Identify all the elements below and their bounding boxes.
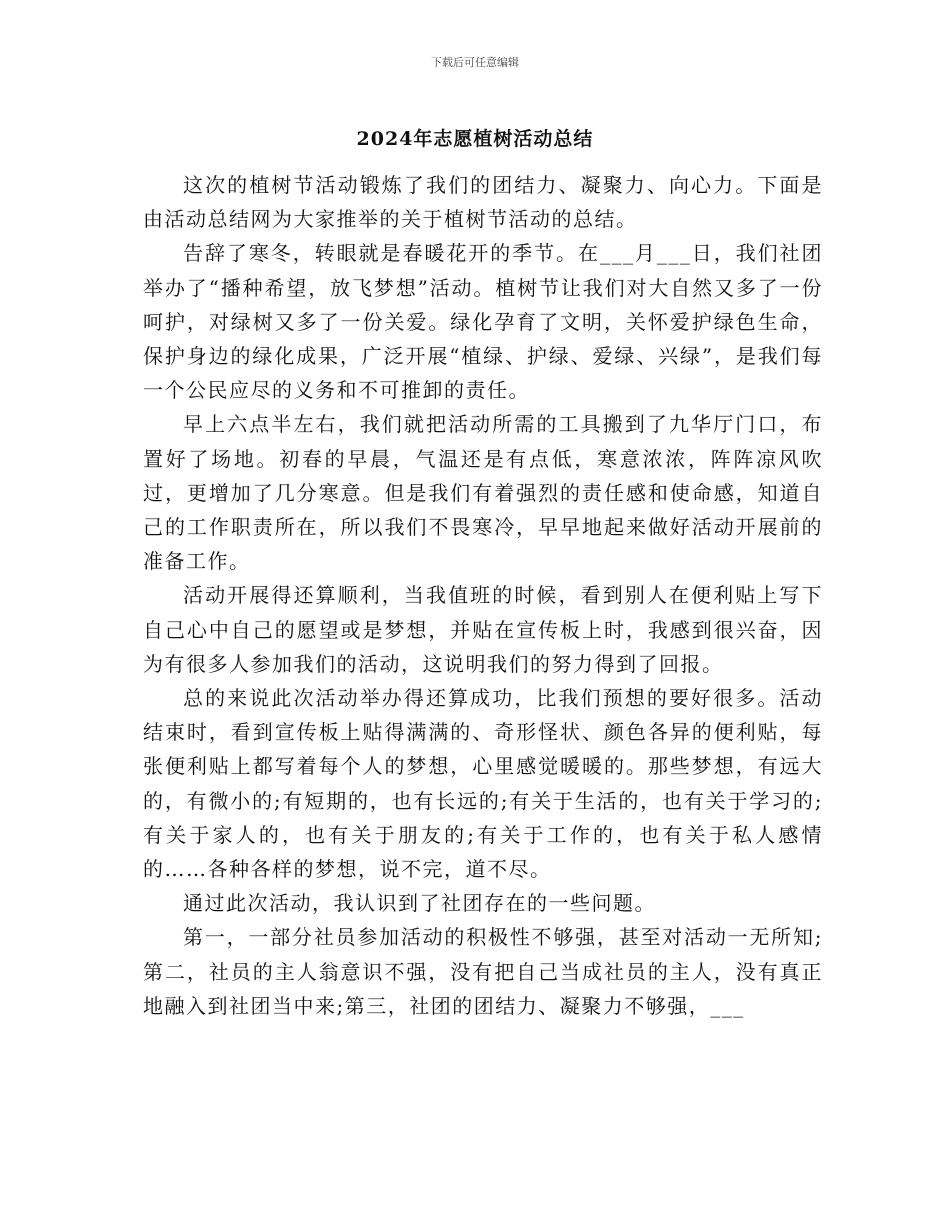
document-title: 2024年志愿植树活动总结 xyxy=(356,128,594,150)
paragraph-problems-list: 第一，一部分社员参加活动的积极性不够强，甚至对活动一无所知;第二，社员的主人翁意识不强，没有把自己当成社员的主人，没有真正地融入到社团当中来;第三，社团的团结力、凝聚力不够强，___ xyxy=(143,925,823,1018)
paragraph-summary: 总的来说此次活动举办得还算成功，比我们预想的要好很多。活动结束时，看到宣传板上贴得满满的、奇形怪状、颜色各异的便利贴，每张便利贴上都写着每个人的梦想，心里感觉暖暖的。那些梦想，有远大的，有微小的;有短期的，也有长远的;有关于生活的，也有关于学习的;有关于家人的，也有关于朋友的;有关于工作的，也有关于私人感情的……各种各样的梦想，说不完，道不尽。 xyxy=(143,686,823,882)
header-note: 下载后可任意编辑 xyxy=(431,56,519,69)
paragraph-morning: 早上六点半左右，我们就把活动所需的工具搬到了九华厅门口，布置好了场地。初春的早晨，气温还是有点低，寒意浓浓，阵阵凉风吹过，更增加了几分寒意。但是我们有着强烈的责任感和使命感，知道自己的工作职责所在，所以我们不畏寒冷，早早地起来做好活动开展前的准备工作。 xyxy=(143,412,823,574)
paragraph-event: 告辞了寒冬，转眼就是春暖花开的季节。在___月___日，我们社团举办了“播种希望，放飞梦想”活动。植树节让我们对大自然又多了一份呵护，对绿树又多了一份关爱。绿化孕育了文明，关怀爱护绿色生命，保护身边的绿化成果，广泛开展“植绿、护绿、爱绿、兴绿”，是我们每一个公民应尽的义务和不可推卸的责任。 xyxy=(143,241,823,403)
paragraph-problems-intro: 通过此次活动，我认识到了社团存在的一些问题。 xyxy=(183,891,656,916)
paragraph-progress: 活动开展得还算顺利，当我值班的时候，看到别人在便利贴上写下自己心中自己的愿望或是梦想，并贴在宣传板上时，我感到很兴奋，因为有很多人参加我们的活动，这说明我们的努力得到了回报。 xyxy=(143,583,823,676)
document-body xyxy=(143,168,823,1023)
paragraph-intro: 这次的植树节活动锻炼了我们的团结力、凝聚力、向心力。下面是由活动总结网为大家推举的关于植树节活动的总结。 xyxy=(143,173,823,232)
